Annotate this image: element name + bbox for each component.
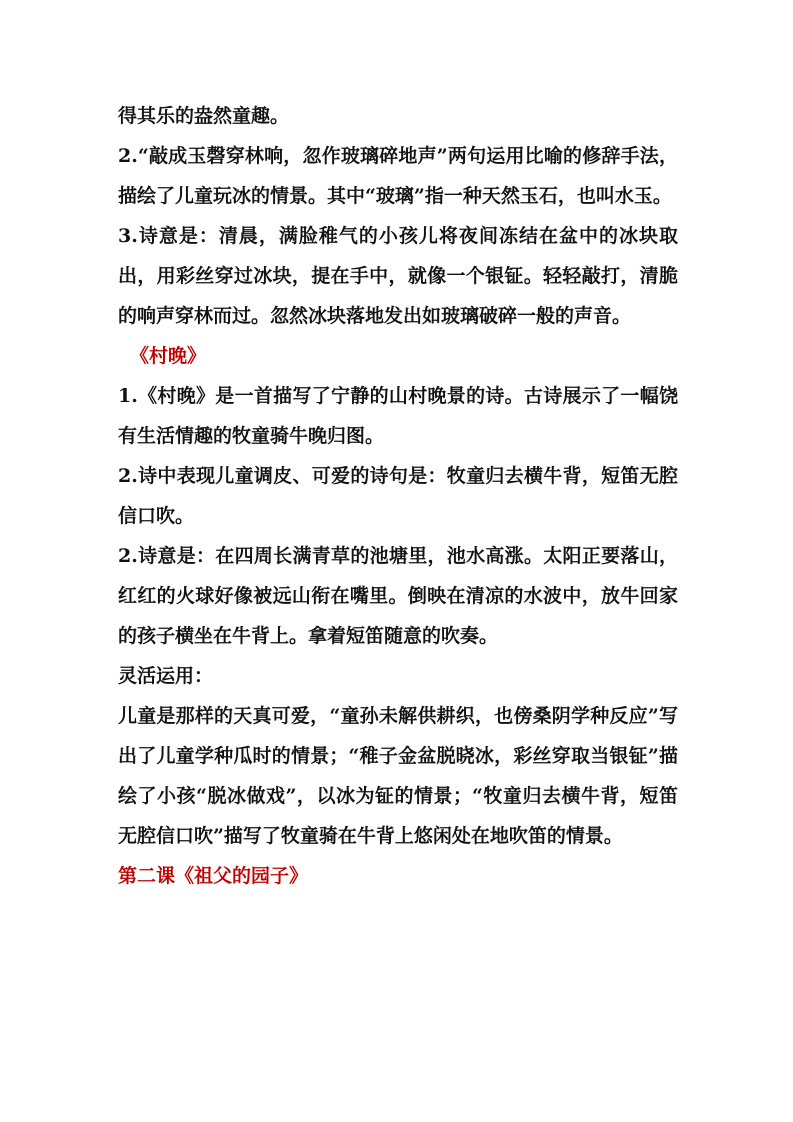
heading-lesson-2: 第二课《祖父的园子》 <box>118 865 309 887</box>
paragraph-flexible-use: 儿童是那样的天真可爱，“童孙未解供耕织，也傍桑阴学种反应”写出了儿童学种瓜时的情景；“稚子金盆脱晓冰，彩丝穿取当银钲”描绘了小孩“脱冰做戏”，以冰为钲的情景；“牧童归去横牛背，短笛无腔信口吹”描写了牧童骑在牛背上悠闲处在地吹笛的情景。 <box>118 705 678 847</box>
paragraph-point-3-meaning: 3.诗意是：清晨，满脸稚气的小孩儿将夜间冻结在盆中的冰块取出，用彩丝穿过冰块，提在手中，就像一个银钲。轻轻敲打，清脆的响声穿林而过。忽然冰块落地发出如玻璃破碎一般的声音。 <box>118 225 678 327</box>
paragraph-flexible-use-label: 灵活运用： <box>118 665 214 687</box>
paragraph-cun-wan-2: 2.诗中表现儿童调皮、可爱的诗句是：牧童归去横牛背，短笛无腔信口吹。 <box>118 465 678 527</box>
paragraph-cun-wan-1: 1.《村晚》是一首描写了宁静的山村晚景的诗。古诗展示了一幅饶有生活情趣的牧童骑牛晚归图。 <box>118 385 678 447</box>
heading-cun-wan: 《村晚》 <box>130 345 207 367</box>
paragraph-intro-end: 得其乐的盎然童趣。 <box>118 105 290 127</box>
document-body <box>118 96 678 896</box>
paragraph-cun-wan-3: 2.诗意是：在四周长满青草的池塘里，池水高涨。太阳正要落山，红红的火球好像被远山衔在嘴里。倒映在清凉的水波中，放牛回家的孩子横坐在牛背上。拿着短笛随意的吹奏。 <box>118 545 678 647</box>
paragraph-point-2-metaphor: 2.“敲成玉磬穿林响，忽作玻璃碎地声”两句运用比喻的修辞手法，描绘了儿童玩冰的情景。其中“玻璃”指一种天然玉石，也叫水玉。 <box>118 145 678 207</box>
